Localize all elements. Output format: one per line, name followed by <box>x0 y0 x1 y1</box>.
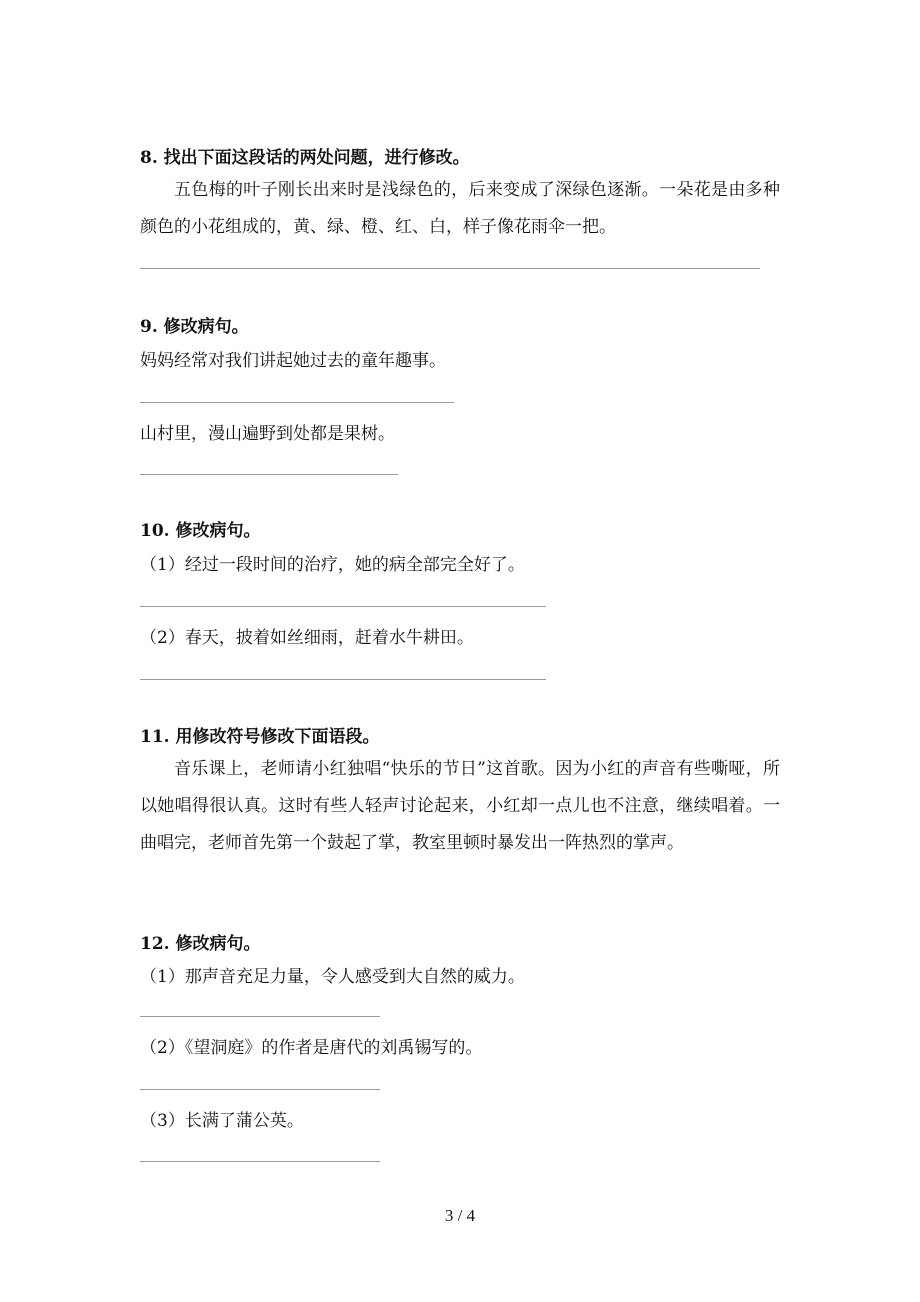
question-12-sentence-3: （3）长满了蒲公英。 <box>140 1111 304 1131</box>
question-8-paragraph: 五色梅的叶子刚长出来时是浅绿色的，后来变成了深绿色逐渐。一朵花是由多种颜色的小花组成的，黄、绿、橙、红、白，样子像花雨伞一把。 <box>140 180 780 237</box>
question-12-sentence-1: （1）那声音充足力量，令人感受到大自然的威力。 <box>140 967 525 987</box>
question-12-sentence-2: （2）《望洞庭》的作者是唐代的刘禹锡写的。 <box>140 1038 483 1058</box>
question-11-paragraph: 音乐课上，老师请小红独唱“快乐的节日”这首歌。因为小红的声音有些嘶哑，所以她唱得很认真。这时有些人轻声讨论起来，小红却一点儿也不注意，继续唱着。一曲唱完，老师首先第一个鼓起了掌，教室里顿时暴发出一阵热烈的掌声。 <box>140 759 780 853</box>
answer-line-12-3[interactable] <box>140 1161 380 1162</box>
answer-line-9-1[interactable] <box>140 402 454 403</box>
answer-line-12-2[interactable] <box>140 1089 380 1090</box>
question-10-sentence-2: （2）春天，披着如丝细雨，赶着水牛耕田。 <box>140 628 474 648</box>
answer-line-10-2[interactable] <box>140 679 546 680</box>
question-9-sentence-1: 妈妈经常对我们讲起她过去的童年趣事。 <box>140 351 446 371</box>
question-10-title: 10. 修改病句。 <box>140 521 261 541</box>
page-number: 3 / 4 <box>444 1206 476 1225</box>
answer-line-8[interactable] <box>140 268 760 269</box>
question-9-title: 9. 修改病句。 <box>140 317 249 337</box>
question-9-sentence-2: 山村里，漫山遍野到处都是果树。 <box>140 424 395 444</box>
question-8-title: 8. 找出下面这段话的两处问题，进行修改。 <box>140 148 470 168</box>
question-11-title: 11. 用修改符号修改下面语段。 <box>140 727 380 747</box>
answer-line-12-1[interactable] <box>140 1016 380 1017</box>
question-10-sentence-1: （1）经过一段时间的治疗，她的病全部完全好了。 <box>140 555 525 575</box>
answer-line-9-2[interactable] <box>140 474 398 475</box>
question-12-title: 12. 修改病句。 <box>140 934 261 954</box>
answer-line-10-1[interactable] <box>140 606 546 607</box>
